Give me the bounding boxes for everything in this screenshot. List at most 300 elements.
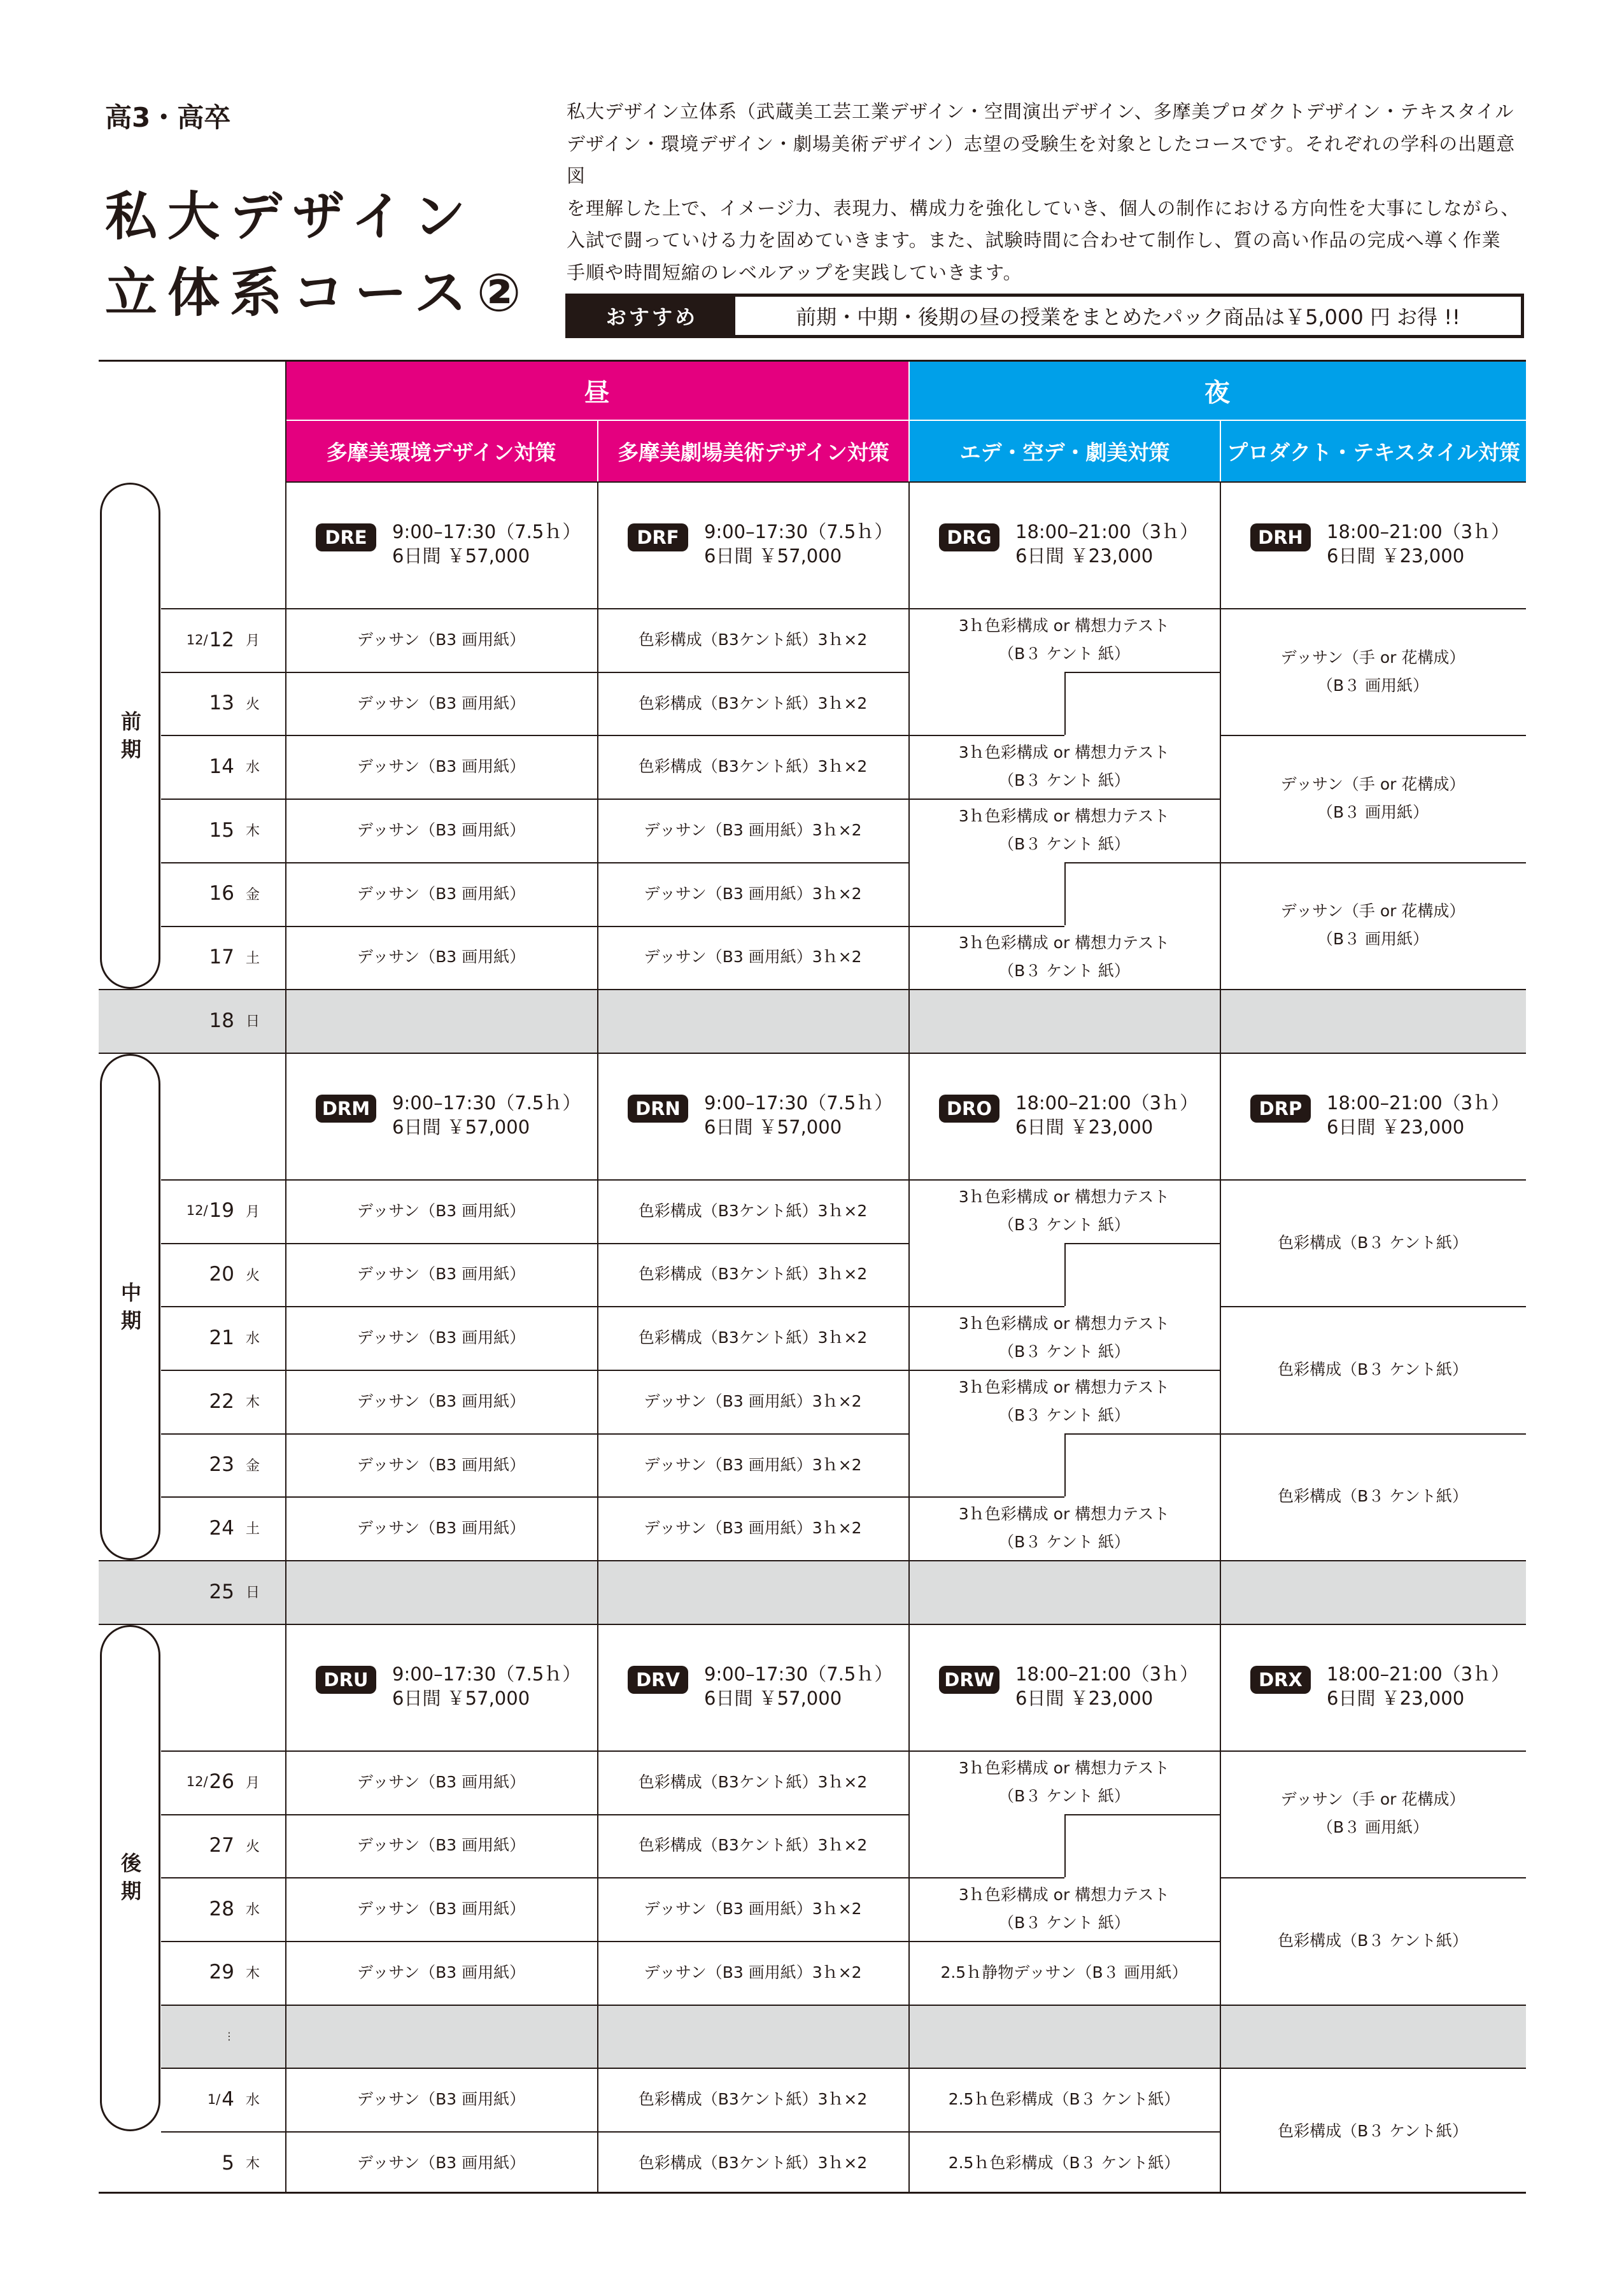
session-cell-text: 色彩構成（B3ケント紙）3ｈ×2 [638, 630, 868, 649]
step-rule [908, 735, 1064, 736]
description-line: 手順や時間短縮のレベルアップを実践していきます。 [567, 261, 1022, 283]
column-rule [285, 1624, 286, 2192]
closed-day-row [99, 1560, 1526, 1624]
session-cell [597, 1877, 908, 1941]
course-code: DRM [316, 1095, 376, 1123]
date-weekday: 金 [245, 886, 260, 903]
day-header: 昼 [285, 362, 908, 420]
row-rule [1220, 1433, 1526, 1435]
cell-line: デッサン（手 or 花構成） [1280, 902, 1465, 921]
session-cell [285, 2131, 597, 2195]
course-code: DRE [316, 523, 376, 551]
session-cell [285, 1877, 597, 1941]
session-cell-text: デッサン（B3 画用紙） [357, 757, 526, 776]
description-line: を理解した上で、イメージ力、表現力、構成力を強化していき、個人の制作における方向性を大事にしながら、 [567, 197, 1520, 219]
row-rule [161, 926, 908, 927]
date-month: 12/ [186, 1203, 208, 1219]
night-session-cell [908, 608, 1220, 672]
session-cell [597, 1306, 908, 1370]
course-time: 9:00–17:30（7.5ｈ） [704, 1091, 893, 1114]
night-session-cell-text [959, 929, 1169, 985]
session-cell [285, 799, 597, 862]
night-session-cell [908, 2068, 1220, 2131]
row-rule [1220, 862, 1526, 863]
course-code: DRP [1250, 1095, 1311, 1123]
night-session-cell [908, 1179, 1220, 1243]
row-rule [161, 608, 1526, 609]
course-code: DRW [939, 1666, 999, 1694]
closed-day-row [99, 989, 1526, 1053]
session-cell [597, 926, 908, 990]
date-cell [172, 672, 285, 735]
session-cell-text: デッサン（B3 画用紙）3ｈ×2 [644, 820, 862, 839]
column-header: プロダクト・テキスタイル対策 [1221, 421, 1526, 481]
course-price: 6日間 ￥57,000 [704, 1116, 842, 1138]
cell-line: （B３ ケント 紙） [998, 1913, 1130, 1933]
session-cell [597, 1433, 908, 1497]
course-price: 6日間 ￥23,000 [1015, 1687, 1154, 1709]
session-cell-text: 色彩構成（B3ケント紙）3ｈ×2 [638, 693, 868, 713]
session-cell [285, 1433, 597, 1497]
row-rule [161, 1941, 908, 1942]
date-cell [172, 1941, 285, 2004]
row-rule [161, 1243, 908, 1244]
date-day: 16 [209, 882, 234, 905]
date-day: 17 [209, 946, 234, 969]
night-session-cell-text [959, 1374, 1169, 1430]
night-session-cell-text [959, 1310, 1169, 1366]
date-weekday: 木 [245, 823, 260, 840]
step-rule [1064, 1433, 1066, 1497]
row-rule [161, 1750, 1526, 1752]
night-session-cell-text: 2.5ｈ色彩構成（B３ ケント紙） [948, 2153, 1180, 2172]
column-header: 多摩美劇場美術デザイン対策 [598, 421, 908, 481]
row-rule [161, 1179, 1526, 1181]
date-day: 22 [209, 1389, 234, 1413]
date-weekday: 火 [245, 696, 260, 713]
gap-mark: ⋮ [224, 2029, 234, 2042]
night-session-cell [908, 1496, 1220, 1560]
row-rule [1220, 2068, 1526, 2069]
date-cell [172, 1243, 285, 1306]
column-rule [285, 481, 286, 1053]
date-month: 1/ [207, 2091, 221, 2107]
date-cell [172, 1306, 285, 1369]
cell-line: 3ｈ色彩構成 or 構想力テスト [958, 806, 1170, 825]
course-price: 6日間 ￥57,000 [704, 545, 842, 567]
column-rule [1220, 481, 1221, 1053]
row-rule [161, 735, 908, 736]
step-rule [1064, 862, 1066, 926]
session-cell [597, 735, 908, 799]
step-rule [908, 1496, 1064, 1498]
column-header: エデ・空デ・劇美対策 [910, 421, 1220, 481]
row-rule [161, 1433, 908, 1435]
course-time: 9:00–17:30（7.5ｈ） [704, 1663, 893, 1685]
session-cell-text: デッサン（B3 画用紙） [357, 820, 526, 839]
cell-line: （B３ 画用紙） [1317, 803, 1429, 822]
row-rule [1220, 2005, 1526, 2006]
session-cell [597, 2068, 908, 2131]
date-day: 21 [209, 1326, 234, 1349]
date-cell [172, 799, 285, 862]
cell-line: （B３ ケント 紙） [998, 962, 1130, 981]
description-line: デザイン・環境デザイン・劇場美術デザイン）志望の受験生を対象としたコースです。それぞれの学科の出題意図 [567, 132, 1516, 187]
row-rule [161, 799, 908, 800]
course-time: 9:00–17:30（7.5ｈ） [704, 521, 893, 543]
date-weekday: 月 [245, 1775, 260, 1791]
cell-line: （B３ ケント 紙） [998, 1533, 1130, 1552]
session-cell [285, 1179, 597, 1243]
session-cell [285, 672, 597, 735]
cell-line: （B３ ケント 紙） [998, 1342, 1130, 1361]
course-time: 9:00–17:30（7.5ｈ） [392, 1663, 581, 1685]
night-session-cell-text: 色彩構成（B３ ケント紙） [1278, 1360, 1468, 1379]
column-header: 多摩美環境デザイン対策 [285, 421, 597, 481]
course-time: 18:00–21:00（3ｈ） [1015, 1091, 1199, 1114]
date-cell [172, 608, 285, 671]
date-day: 12 [209, 628, 234, 651]
session-cell [597, 862, 908, 926]
date-day: 4 [222, 2087, 234, 2111]
term-label: 前期 [120, 709, 141, 762]
row-rule [908, 2131, 1220, 2133]
night-session-cell [1220, 2068, 1526, 2194]
cell-line: （B３ 画用紙） [1317, 930, 1429, 949]
course-code: DRO [939, 1095, 999, 1123]
course-price: 6日間 ￥57,000 [392, 1687, 530, 1709]
header-divider [908, 362, 910, 420]
date-cell [172, 926, 285, 989]
night-session-cell [908, 1750, 1220, 1814]
row-rule [161, 1370, 908, 1371]
session-cell [285, 926, 597, 990]
session-cell [285, 1941, 597, 2005]
date-weekday: 木 [245, 2156, 260, 2172]
date-day: 29 [209, 1961, 234, 1984]
step-rule [908, 1877, 1064, 1878]
cell-line: （B３ ケント 紙） [998, 1786, 1130, 1805]
night-session-cell-text [959, 1754, 1169, 1810]
night-session-cell-text [959, 1881, 1169, 1937]
night-session-cell-text [959, 612, 1169, 668]
session-cell-text: デッサン（B3 画用紙）3ｈ×2 [644, 1519, 862, 1538]
night-session-cell [908, 1370, 1220, 1433]
row-rule [908, 1370, 1220, 1371]
column-rule [908, 1053, 910, 1624]
row-rule [908, 2005, 1220, 2006]
night-session-cell-text [959, 1500, 1169, 1556]
column-rule [1220, 1624, 1221, 2192]
date-day: 23 [209, 1453, 234, 1477]
session-cell-text: デッサン（B3 画用紙） [357, 1772, 526, 1791]
date-weekday: 土 [245, 1521, 260, 1538]
session-cell-text: デッサン（B3 画用紙）3ｈ×2 [644, 1455, 862, 1474]
session-cell-text: デッサン（B3 画用紙）3ｈ×2 [644, 1391, 862, 1410]
cell-line: 3ｈ色彩構成 or 構想力テスト [958, 934, 1170, 953]
date-cell [172, 1433, 285, 1496]
session-cell [285, 1306, 597, 1370]
row-rule [161, 2005, 908, 2006]
description-line: 私大デザイン立体系（武蔵美工芸工業デザイン・空間演出デザイン、多摩美プロダクトデザイン・テキスタイル [567, 101, 1515, 122]
cell-line: 3ｈ色彩構成 or 構想力テスト [958, 1187, 1170, 1206]
session-cell-text: 色彩構成（B3ケント紙）3ｈ×2 [638, 1836, 868, 1855]
cell-line: 3ｈ色彩構成 or 構想力テスト [958, 743, 1170, 762]
description-line: 入試で闘っていける力を固めていきます。また、試験時間に合わせて制作し、質の高い作品の完成へ導く作業 [567, 229, 1501, 251]
date-day: 5 [222, 2151, 234, 2175]
date-cell [172, 1877, 285, 1940]
term-rule [99, 1053, 1526, 1054]
date-day: 20 [209, 1263, 234, 1286]
session-cell-text: 色彩構成（B3ケント紙）3ｈ×2 [638, 1772, 868, 1791]
row-rule [908, 799, 1220, 800]
term-rule [285, 481, 1526, 483]
date-weekday: 木 [245, 1965, 260, 1982]
column-rule [285, 362, 286, 481]
schedule-table [99, 360, 1526, 2194]
date-weekday: 水 [245, 1331, 260, 1347]
date-weekday: 月 [245, 1203, 260, 1220]
session-cell-text: デッサン（B3 画用紙） [357, 948, 526, 967]
session-cell-text: 色彩構成（B3ケント紙）3ｈ×2 [638, 1328, 868, 1347]
recommend-text: 前期・中期・後期の昼の授業をまとめたパック商品は￥5,000 円 お得 !! [796, 305, 1460, 329]
cell-line: （B３ 画用紙） [1317, 676, 1429, 695]
session-cell [285, 608, 597, 672]
cell-line: （B３ ケント 紙） [998, 834, 1130, 853]
date-weekday: 水 [245, 1902, 260, 1919]
session-cell [285, 1814, 597, 1878]
date-day: 14 [209, 755, 234, 778]
date-day: 18 [209, 1009, 234, 1032]
date-day: 27 [209, 1834, 234, 1857]
column-rule [908, 1624, 910, 2192]
session-cell [597, 1814, 908, 1878]
term-label: 後期 [120, 1851, 141, 1904]
night-session-cell-text [1281, 1786, 1465, 1842]
night-session-cell-text [1281, 644, 1465, 700]
course-price: 6日間 ￥23,000 [1327, 545, 1465, 567]
cell-line: 3ｈ色彩構成 or 構想力テスト [958, 1314, 1170, 1333]
session-cell-text: 色彩構成（B3ケント紙）3ｈ×2 [638, 2153, 868, 2172]
date-weekday: 火 [245, 1838, 260, 1855]
course-code: DRN [628, 1095, 688, 1123]
date-weekday: 日 [245, 1014, 260, 1030]
night-session-cell-text: 2.5ｈ静物デッサン（B３ 画用紙） [940, 1963, 1188, 1982]
row-rule [908, 2068, 1220, 2069]
cell-line: （B３ ケント 紙） [998, 771, 1130, 790]
date-day: 15 [209, 818, 234, 842]
course-time: 9:00–17:30（7.5ｈ） [392, 521, 581, 543]
cell-line: デッサン（手 or 花構成） [1280, 775, 1465, 794]
term-label: 中期 [120, 1280, 141, 1333]
page-title-line-1: 私大デザイン [105, 187, 476, 247]
session-cell-text: デッサン（B3 画用紙） [357, 1201, 526, 1220]
step-rule [1064, 672, 1220, 673]
session-cell-text: デッサン（B3 画用紙） [357, 1519, 526, 1538]
night-session-cell [908, 1306, 1220, 1370]
night-session-cell [1220, 862, 1526, 989]
kicker: 高3・高卒 [105, 102, 231, 133]
step-rule [1064, 672, 1066, 735]
step-rule [908, 1306, 1064, 1307]
step-rule [1064, 1814, 1220, 1815]
course-price: 6日間 ￥23,000 [1327, 1687, 1465, 1709]
night-session-cell [1220, 735, 1526, 862]
step-rule [1064, 1814, 1066, 1878]
column-rule [1220, 1053, 1221, 1624]
night-session-cell-text [959, 1183, 1169, 1239]
date-day: 19 [209, 1199, 234, 1223]
night-session-cell-text: 色彩構成（B３ ケント紙） [1278, 1487, 1468, 1506]
night-session-cell [1220, 1750, 1526, 1877]
session-cell [285, 2068, 597, 2131]
date-cell [172, 735, 285, 798]
date-cell [172, 1370, 285, 1433]
row-rule [99, 989, 1526, 990]
date-day: 24 [209, 1516, 234, 1540]
course-code: DRU [316, 1666, 376, 1694]
night-session-cell-text: 色彩構成（B３ ケント紙） [1278, 2121, 1468, 2140]
night-session-cell [908, 926, 1220, 990]
cell-line: デッサン（手 or 花構成） [1280, 648, 1465, 667]
row-rule [1220, 735, 1526, 736]
session-cell-text: 色彩構成（B3ケント紙）3ｈ×2 [638, 1265, 868, 1284]
night-session-cell [1220, 1877, 1526, 2004]
gap-row [161, 2005, 1526, 2068]
night-session-cell-text [959, 739, 1169, 795]
course-time: 18:00–21:00（3ｈ） [1015, 1663, 1199, 1685]
row-rule [1220, 1306, 1526, 1307]
date-cell [172, 989, 285, 1052]
date-cell [172, 2068, 285, 2131]
session-cell [285, 1243, 597, 1307]
session-cell [597, 1750, 908, 1814]
cell-line: （B３ ケント 紙） [998, 1405, 1130, 1424]
session-cell [597, 799, 908, 862]
session-cell-text: デッサン（B3 画用紙） [357, 630, 526, 649]
column-rule [597, 481, 598, 1053]
row-rule [161, 862, 908, 863]
session-cell [597, 1370, 908, 1433]
session-cell [597, 1941, 908, 2005]
course-code: DRX [1250, 1666, 1311, 1694]
session-cell-text: デッサン（B3 画用紙） [357, 2090, 526, 2109]
date-month: 12/ [186, 1774, 208, 1790]
session-cell-text: 色彩構成（B3ケント紙）3ｈ×2 [638, 757, 868, 776]
course-code: DRG [939, 523, 999, 551]
cell-line: （B３ 画用紙） [1317, 1818, 1429, 1837]
date-day: 28 [209, 1897, 234, 1920]
session-cell [597, 2131, 908, 2195]
session-cell-text: デッサン（B3 画用紙）3ｈ×2 [644, 1899, 862, 1919]
header-rule [285, 420, 1526, 421]
night-session-cell-text [1281, 897, 1465, 953]
row-rule [161, 672, 908, 673]
night-session-cell [1220, 608, 1526, 735]
date-weekday: 水 [245, 2092, 260, 2109]
course-time: 18:00–21:00（3ｈ） [1327, 1091, 1510, 1114]
night-session-cell [1220, 1306, 1526, 1433]
date-cell [172, 1179, 285, 1242]
course-time: 9:00–17:30（7.5ｈ） [392, 1091, 581, 1114]
session-cell [285, 862, 597, 926]
date-weekday: 日 [245, 1585, 260, 1601]
session-cell-text: デッサン（B3 画用紙） [357, 1963, 526, 1982]
step-rule [908, 926, 1064, 927]
recommend-banner [565, 294, 1524, 338]
night-session-cell [1220, 1179, 1526, 1306]
step-rule [1064, 1243, 1066, 1307]
session-cell [597, 1243, 908, 1307]
row-rule [161, 2131, 908, 2133]
session-cell-text: デッサン（B3 画用紙）3ｈ×2 [644, 1963, 862, 1982]
recommend-tag: おすすめ [568, 297, 735, 335]
session-cell-text: デッサン（B3 画用紙）3ｈ×2 [644, 884, 862, 903]
date-cell [172, 1750, 285, 1814]
date-day: 26 [209, 1770, 234, 1794]
course-code: DRH [1250, 523, 1311, 551]
date-weekday: 水 [245, 760, 260, 776]
step-rule [1064, 1243, 1220, 1244]
row-rule [161, 1306, 908, 1307]
session-cell-text: デッサン（B3 画用紙）3ｈ×2 [644, 948, 862, 967]
column-rule [597, 1624, 598, 2192]
session-cell-text: デッサン（B3 画用紙） [357, 1265, 526, 1284]
course-price: 6日間 ￥23,000 [1015, 1116, 1154, 1138]
course-price: 6日間 ￥57,000 [704, 1687, 842, 1709]
date-weekday: 火 [245, 1267, 260, 1284]
course-price: 6日間 ￥57,000 [392, 545, 530, 567]
cell-line: デッサン（手 or 花構成） [1280, 1790, 1465, 1809]
night-session-cell [908, 735, 1220, 799]
date-weekday: 木 [245, 1395, 260, 1410]
cell-line: （B３ ケント 紙） [998, 644, 1130, 663]
session-cell [597, 608, 908, 672]
date-weekday: 金 [245, 1458, 260, 1474]
session-cell-text: 色彩構成（B3ケント紙）3ｈ×2 [638, 2090, 868, 2109]
cell-line: 3ｈ色彩構成 or 構想力テスト [958, 1885, 1170, 1905]
date-day: 25 [209, 1580, 234, 1603]
cell-line: （B３ ケント 紙） [998, 1215, 1130, 1234]
course-price: 6日間 ￥57,000 [392, 1116, 530, 1138]
cell-line: 3ｈ色彩構成 or 構想力テスト [958, 616, 1170, 635]
step-rule [1064, 862, 1220, 863]
session-cell [285, 1750, 597, 1814]
row-rule [1220, 1877, 1526, 1878]
night-session-cell-text [1281, 770, 1465, 827]
night-session-cell-text [959, 802, 1169, 858]
session-cell [597, 672, 908, 735]
column-rule [285, 1053, 286, 1624]
date-cell [172, 1560, 285, 1623]
night-session-cell [908, 1941, 1220, 2005]
row-rule [99, 1560, 1526, 1561]
row-rule [161, 1877, 908, 1878]
session-cell-text: デッサン（B3 画用紙） [357, 1899, 526, 1919]
date-weekday: 土 [245, 950, 260, 967]
date-cell [172, 2131, 285, 2194]
session-cell [285, 1370, 597, 1433]
column-rule [597, 1053, 598, 1624]
course-time: 18:00–21:00（3ｈ） [1015, 521, 1199, 543]
night-header: 夜 [908, 362, 1526, 420]
session-cell-text: 色彩構成（B3ケント紙）3ｈ×2 [638, 1201, 868, 1220]
session-cell-text: デッサン（B3 画用紙） [357, 693, 526, 713]
date-cell [172, 1814, 285, 1877]
night-session-cell-text: 色彩構成（B３ ケント紙） [1278, 1233, 1468, 1252]
term-rule [99, 1624, 1526, 1625]
column-rule [908, 481, 910, 1053]
